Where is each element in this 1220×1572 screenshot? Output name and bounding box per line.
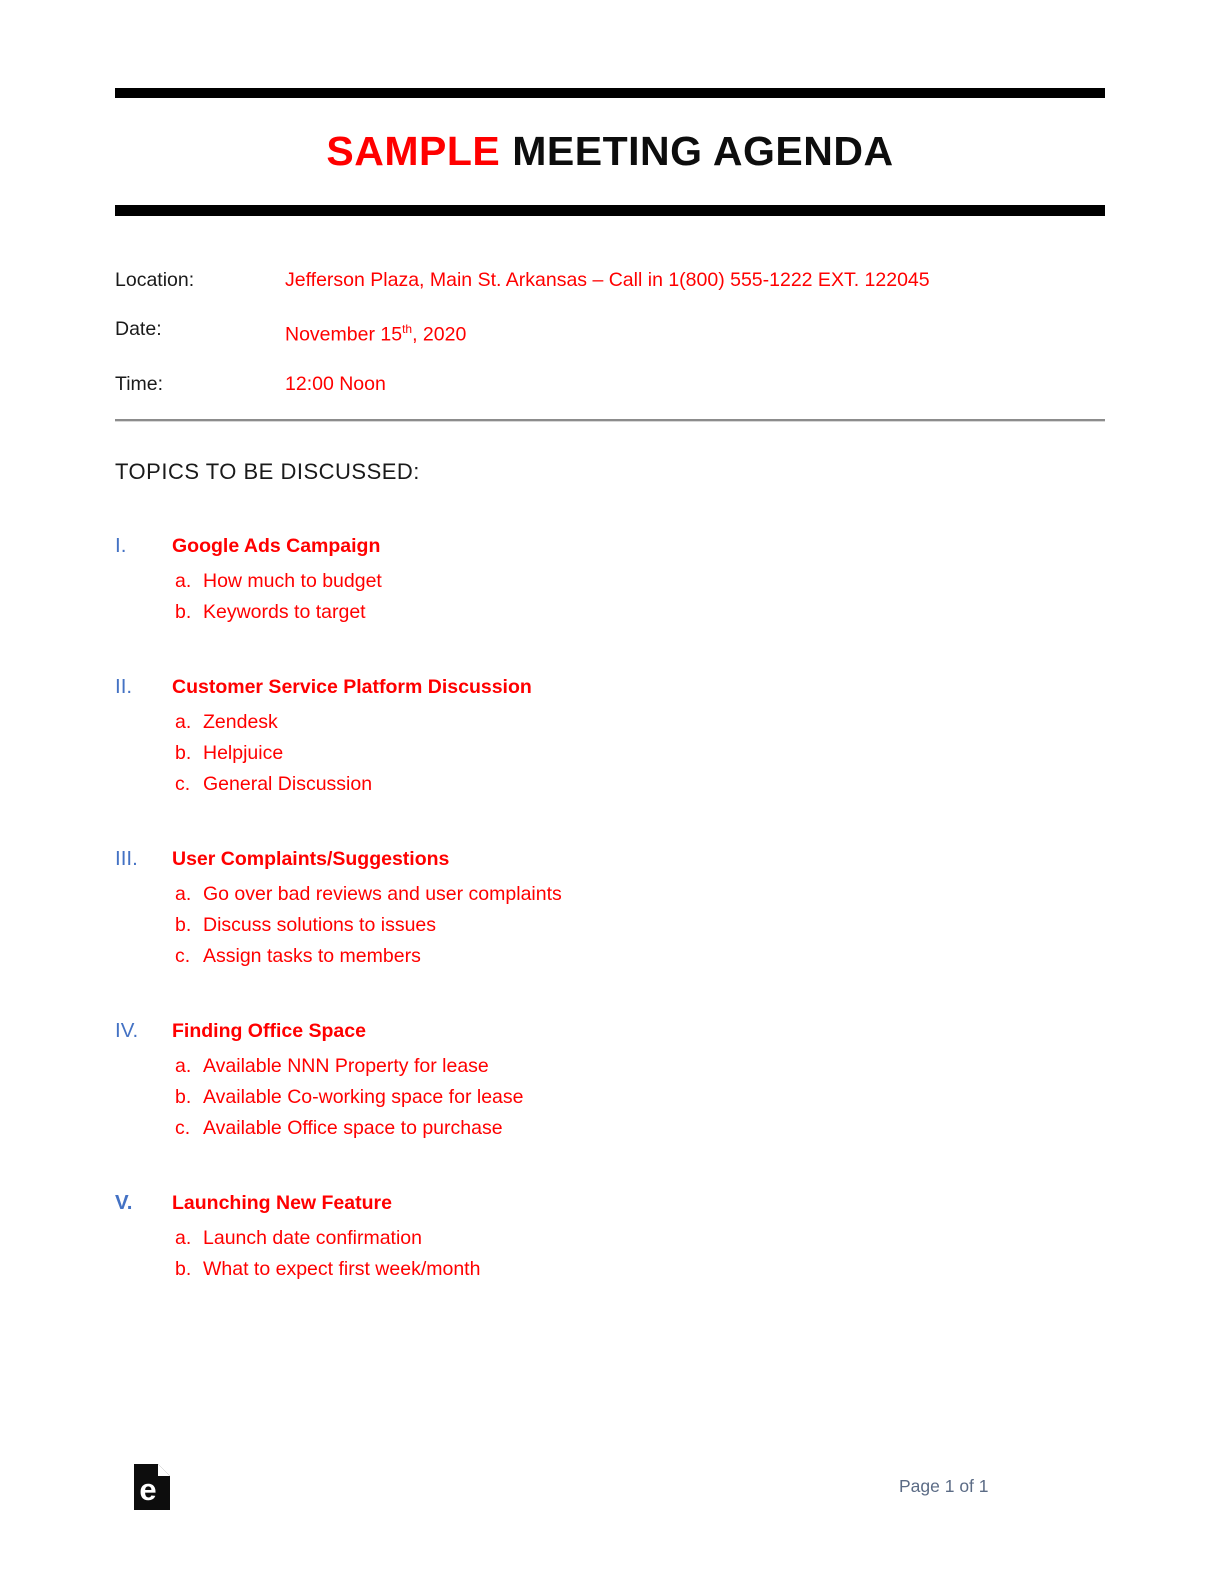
agenda-subitem <box>175 879 1105 910</box>
date-value <box>285 319 466 346</box>
meta-row-date <box>115 319 1105 346</box>
subitem-list <box>175 566 1105 628</box>
agenda-subitem <box>175 707 1105 738</box>
page-number: Page 1 of 1 <box>899 1476 989 1496</box>
date-main: November 15 <box>285 323 403 346</box>
time-value: 12:00 Noon <box>285 372 386 395</box>
subitem-letter: b. <box>175 600 192 623</box>
section-heading: User Complaints/Suggestions <box>172 847 450 870</box>
subitem-text: Go over bad reviews and user complaints <box>203 882 562 905</box>
agenda-subitem <box>175 738 1105 769</box>
subitem-letter: a. <box>175 1054 192 1077</box>
agenda-section-1 <box>115 534 1105 628</box>
agenda-subitem <box>175 941 1105 972</box>
agenda-subitem <box>175 1051 1105 1082</box>
section-heading: Finding Office Space <box>172 1019 366 1042</box>
section-divider <box>115 419 1105 422</box>
agenda-subitem <box>175 1113 1105 1144</box>
topics-heading: TOPICS TO BE DISCUSSED: <box>115 458 420 484</box>
subitem-letter: b. <box>175 1085 192 1108</box>
agenda-subitem <box>175 910 1105 941</box>
subitem-letter: a. <box>175 710 192 733</box>
agenda-subitem <box>175 1223 1105 1254</box>
logo-letter: e <box>139 1472 157 1507</box>
title-rule-bottom <box>115 205 1105 216</box>
agenda-subitem <box>175 566 1105 597</box>
date-label: Date: <box>115 318 162 340</box>
agenda-sections <box>115 534 1105 1285</box>
subitem-letter: a. <box>175 569 192 592</box>
agenda-section-2 <box>115 675 1105 800</box>
agenda-subitem <box>175 1254 1105 1285</box>
subitem-text: How much to budget <box>203 569 382 592</box>
agenda-subitem <box>175 769 1105 800</box>
time-label: Time: <box>115 372 164 395</box>
section-numeral: IV. <box>115 1018 139 1042</box>
agenda-section-3 <box>115 847 1105 972</box>
subitem-text: What to expect first week/month <box>203 1257 481 1280</box>
subitem-text: Discuss solutions to issues <box>203 913 437 936</box>
subitem-letter: a. <box>175 1226 192 1249</box>
subitem-letter: a. <box>175 882 192 905</box>
section-head <box>115 1191 1105 1215</box>
agenda-section-4 <box>115 1019 1105 1144</box>
eforms-document-logo-icon <box>134 1464 170 1515</box>
title-sample-word: SAMPLE <box>326 128 501 174</box>
subitem-letter: c. <box>175 772 191 795</box>
subitem-list <box>175 707 1105 800</box>
subitem-letter: b. <box>175 913 192 936</box>
document-title <box>326 128 893 175</box>
location-label: Location: <box>115 269 195 291</box>
subitem-text: Keywords to target <box>203 600 366 623</box>
subitem-list <box>175 1051 1105 1144</box>
agenda-subitem <box>175 1082 1105 1113</box>
section-head <box>115 1019 1105 1043</box>
subitem-text: Zendesk <box>203 710 278 733</box>
date-year: , 2020 <box>412 323 467 346</box>
subitem-text: Available Office space to purchase <box>203 1116 503 1139</box>
section-head <box>115 847 1105 871</box>
location-value: Jefferson Plaza, Main St. Arkansas – Call in 1(800) 555-1222 EXT. 122045 <box>285 269 930 291</box>
subitem-letter: b. <box>175 741 192 764</box>
title-banner <box>115 98 1105 205</box>
section-numeral: V. <box>115 1190 133 1214</box>
date-ordinal-suffix: th <box>402 322 413 336</box>
subitem-text: Assign tasks to members <box>203 944 421 967</box>
subitem-text: General Discussion <box>203 772 373 795</box>
subitem-list <box>175 879 1105 972</box>
section-heading: Launching New Feature <box>172 1191 392 1214</box>
section-head <box>115 675 1105 699</box>
meta-block <box>115 270 1105 395</box>
section-numeral: III. <box>115 846 138 870</box>
section-heading: Google Ads Campaign <box>172 534 381 557</box>
agenda-subitem <box>175 597 1105 628</box>
subitem-letter: c. <box>175 1116 191 1139</box>
title-main-text: MEETING AGENDA <box>512 128 894 174</box>
section-numeral: I. <box>115 533 127 557</box>
subitem-letter: b. <box>175 1257 192 1280</box>
agenda-section-5 <box>115 1191 1105 1285</box>
subitem-text: Launch date confirmation <box>203 1226 422 1249</box>
section-head <box>115 534 1105 558</box>
meta-row-location <box>115 270 1105 291</box>
subitem-list <box>175 1223 1105 1285</box>
section-numeral: II. <box>115 674 133 698</box>
subitem-letter: c. <box>175 944 191 967</box>
subitem-text: Helpjuice <box>203 741 284 764</box>
section-heading: Customer Service Platform Discussion <box>172 675 532 698</box>
subitem-text: Available Co-working space for lease <box>203 1085 524 1108</box>
meta-row-time <box>115 374 1105 395</box>
subitem-text: Available NNN Property for lease <box>203 1054 489 1077</box>
title-rule-top <box>115 88 1105 98</box>
